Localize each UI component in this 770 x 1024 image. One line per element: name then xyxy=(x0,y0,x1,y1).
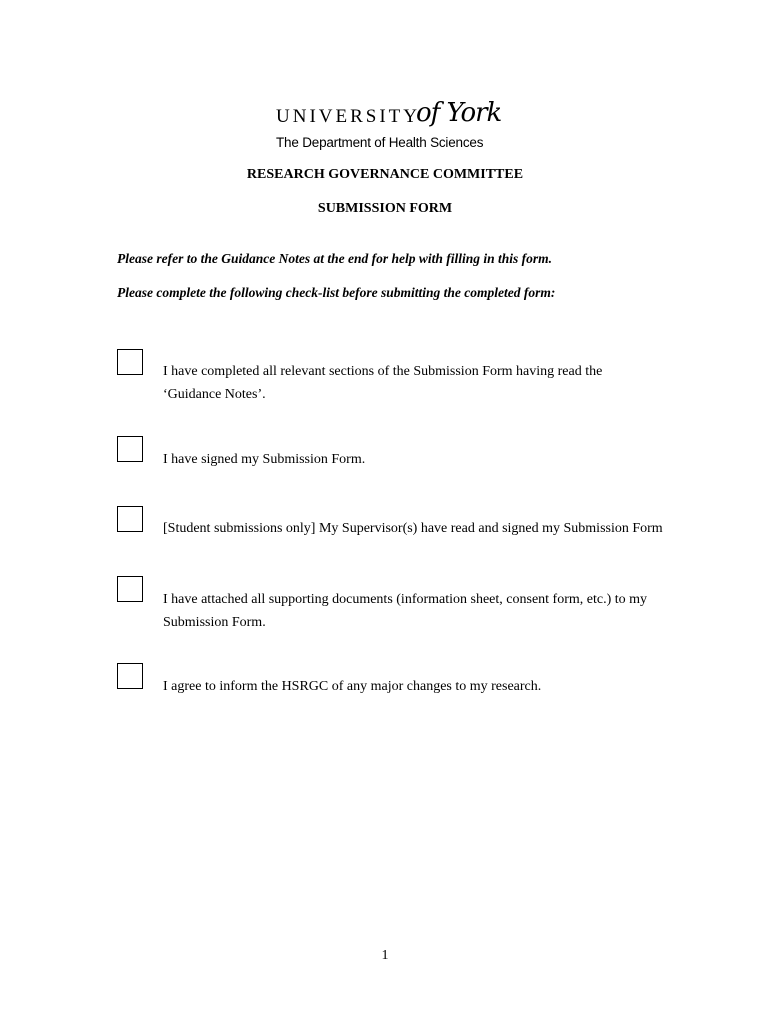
checklist-item-text: [Student submissions only] My Supervisor(s) have read and signed my Submission Form xyxy=(163,521,663,536)
page-subtitle: SUBMISSION FORM xyxy=(317,201,453,216)
logo-university-wordmark: UNIVERSITY xyxy=(276,106,420,127)
logo-department-name: The Department of Health Sciences xyxy=(276,135,484,150)
university-logo xyxy=(276,98,506,154)
checklist-item-text: I have signed my Submission Form. xyxy=(163,452,366,467)
checklist-item-text: I agree to inform the HSRGC of any major changes to my research. xyxy=(163,679,542,694)
checkbox-signed-form[interactable] xyxy=(117,436,143,462)
logo-of-york-script: of York xyxy=(416,98,502,128)
page-number: 1 xyxy=(381,948,389,963)
page-title: RESEARCH GOVERNANCE COMMITTEE xyxy=(246,167,524,182)
checkbox-supervisor-signed[interactable] xyxy=(117,506,143,532)
checkbox-completed-sections[interactable] xyxy=(117,349,143,375)
checkbox-supporting-documents[interactable] xyxy=(117,576,143,602)
checklist-item-text: I have completed all relevant sections of the Submission Form having read the ‘Guidance Notes’. xyxy=(163,364,603,402)
guidance-note: Please refer to the Guidance Notes at the end for help with filling in this form. xyxy=(117,251,553,266)
checkbox-inform-hsrgc[interactable] xyxy=(117,663,143,689)
checklist-instruction: Please complete the following check-list before submitting the completed form: xyxy=(117,285,556,300)
checklist-item-text: I have attached all supporting documents (information sheet, consent form, etc.) to my Submission Form. xyxy=(163,592,648,630)
